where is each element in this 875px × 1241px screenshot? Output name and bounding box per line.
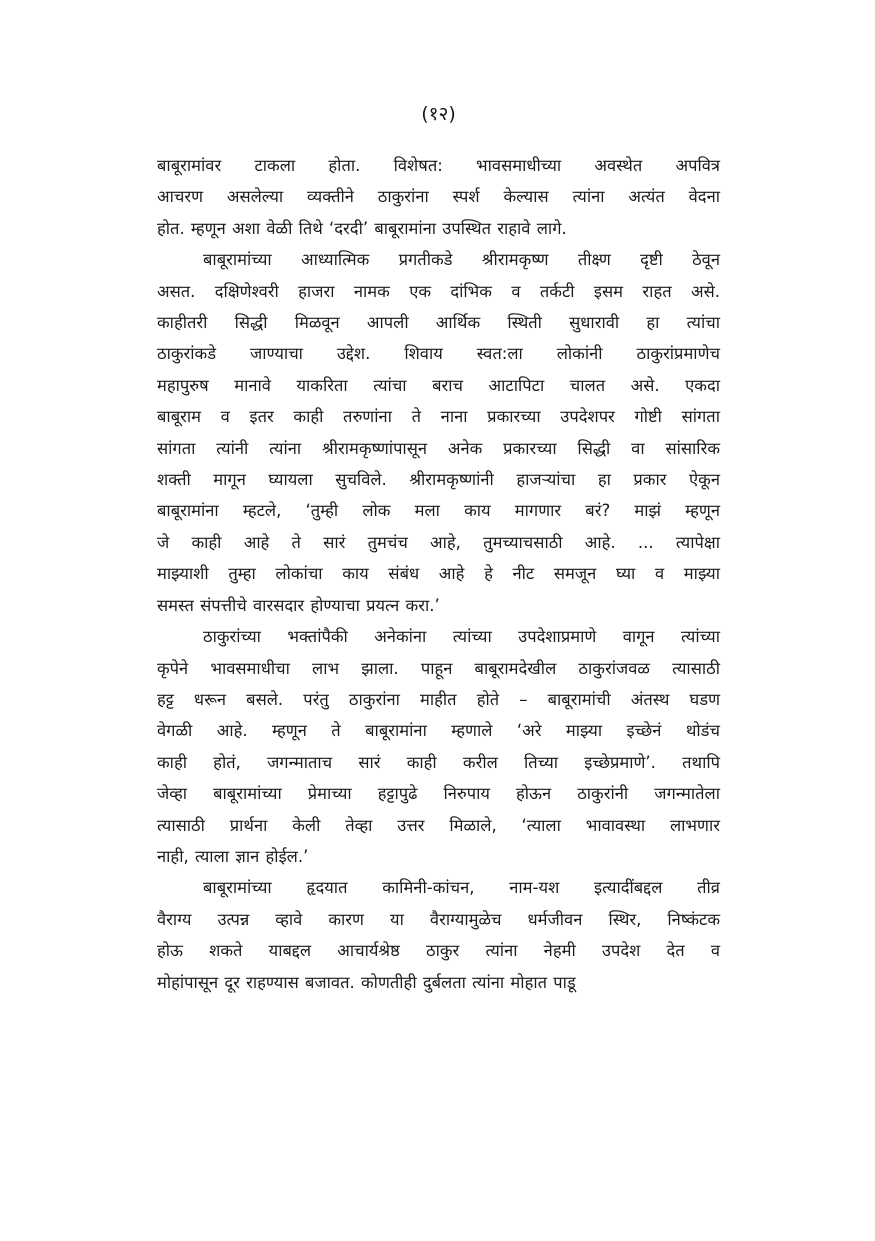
text-line: होऊ शकते याबद्दल आचार्यश्रेष्ठ ठाकुर त्यांना नेहमी उपदेश देत व [157,941,720,961]
page [157,100,720,998]
text-line: मोहांपासून दूर राहण्यास बजावत. कोणतीही दुर्बलता त्यांना मोहात पाडू [157,972,576,992]
text-line: काही होतं, जगन्माताच सारं काही करील तिच्या इच्छेप्रमाणे’. तथापि [157,752,720,772]
text-line: वेगळी आहे. म्हणून ते बाबूरामांना म्हणाले ‘अरे माझ्या इच्छेनं थोडंच [157,721,720,741]
text-line: बाबूरामांच्या आध्यात्मिक प्रगतीकडे श्रीरामकृष्ण तीक्ष्ण दृष्टी ठेवून [203,250,720,270]
text-line: ठाकुरांकडे जाण्याचा उद्देश. शिवाय स्वत:ला लोकांनी ठाकुरांप्रमाणेच [157,344,720,364]
paragraph [157,244,720,621]
paragraph [157,150,720,244]
text-line: जेव्हा बाबूरामांच्या प्रेमाच्या हट्टापुढे निरुपाय होऊन ठाकुरांनी जगन्मातेला [157,784,720,804]
body-text [157,150,720,998]
text-line: बाबूरामांवर टाकला होता. विशेषत: भावसमाधीच्या अवस्थेत अपवित्र [157,156,720,175]
text-line: होत. म्हणून अशा वेळी तिथे ‘दरदी’ बाबूरामांना उपस्थित राहावे लागे. [157,218,567,238]
text-line: हट्ट धरून बसले. परंतु ठाकुरांना माहीत होते – बाबूरामांची अंतस्थ घडण [157,689,720,709]
text-line: माझ्याशी तुम्हा लोकांचा काय संबंध आहे हे नीट समजून घ्या व माझ्या [157,564,720,584]
text-line: बाबूरामांच्या हृदयात कामिनी-कांचन, नाम-यश इत्यादींबद्दल तीव्र [203,878,720,898]
text-line: आचरण असलेल्या व्यक्तीने ठाकुरांना स्पर्श केल्यास त्यांना अत्यंत वेदना [157,187,720,207]
page-number: (१२) [421,103,456,125]
text-line: त्यासाठी प्रार्थना केली तेव्हा उत्तर मिळाले, ‘त्याला भावावस्था लाभणार [157,815,720,835]
text-line: असत. दक्षिणेश्वरी हाजरा नामक एक दांभिक व तर्कटी इसम राहत असे. [157,281,720,301]
text-line: सांगता त्यांनी त्यांना श्रीरामकृष्णांपासून अनेक प्रकारच्या सिद्धी वा सांसारिक [157,438,720,458]
text-line: महापुरुष मानावे याकरिता त्यांचा बराच आटापिटा चालत असे. एकदा [157,375,720,395]
text-line: समस्त संपत्तीचे वारसदार होण्याचा प्रयत्न करा.’ [157,595,440,615]
text-line: जे काही आहे ते सारं तुमचंच आहे, तुमच्याचसाठी आहे. ... त्यापेक्षा [157,532,720,552]
text-line: कृपेने भावसमाधीचा लाभ झाला. पाहून बाबूरामदेखील ठाकुरांजवळ त्यासाठी [157,658,720,678]
text-line: काहीतरी सिद्धी मिळवून आपली आर्थिक स्थिती सुधारावी हा त्यांचा [157,313,720,333]
text-line: वैराग्य उत्पन्न व्हावे कारण या वैराग्यामुळेच धर्मजीवन स्थिर, निष्कंटक [157,909,720,929]
text-line: बाबूराम व इतर काही तरुणांना ते नाना प्रकारच्या उपदेशपर गोष्टी सांगता [157,407,720,427]
paragraph [157,872,720,998]
text-line: बाबूरामांना म्हटले, ‘तुम्ही लोक मला काय मागणार बरं? माझं म्हणून [157,501,720,521]
text-line: नाही, त्याला ज्ञान होईल.’ [157,846,309,866]
text-line: ठाकुरांच्या भक्तांपैकी अनेकांना त्यांच्या उपदेशाप्रमाणे वागून त्यांच्या [203,627,720,647]
paragraph [157,621,720,872]
text-line: शक्ती मागून घ्यायला सुचविले. श्रीरामकृष्णांनी हाजऱ्यांचा हा प्रकार ऐकून [157,470,720,490]
